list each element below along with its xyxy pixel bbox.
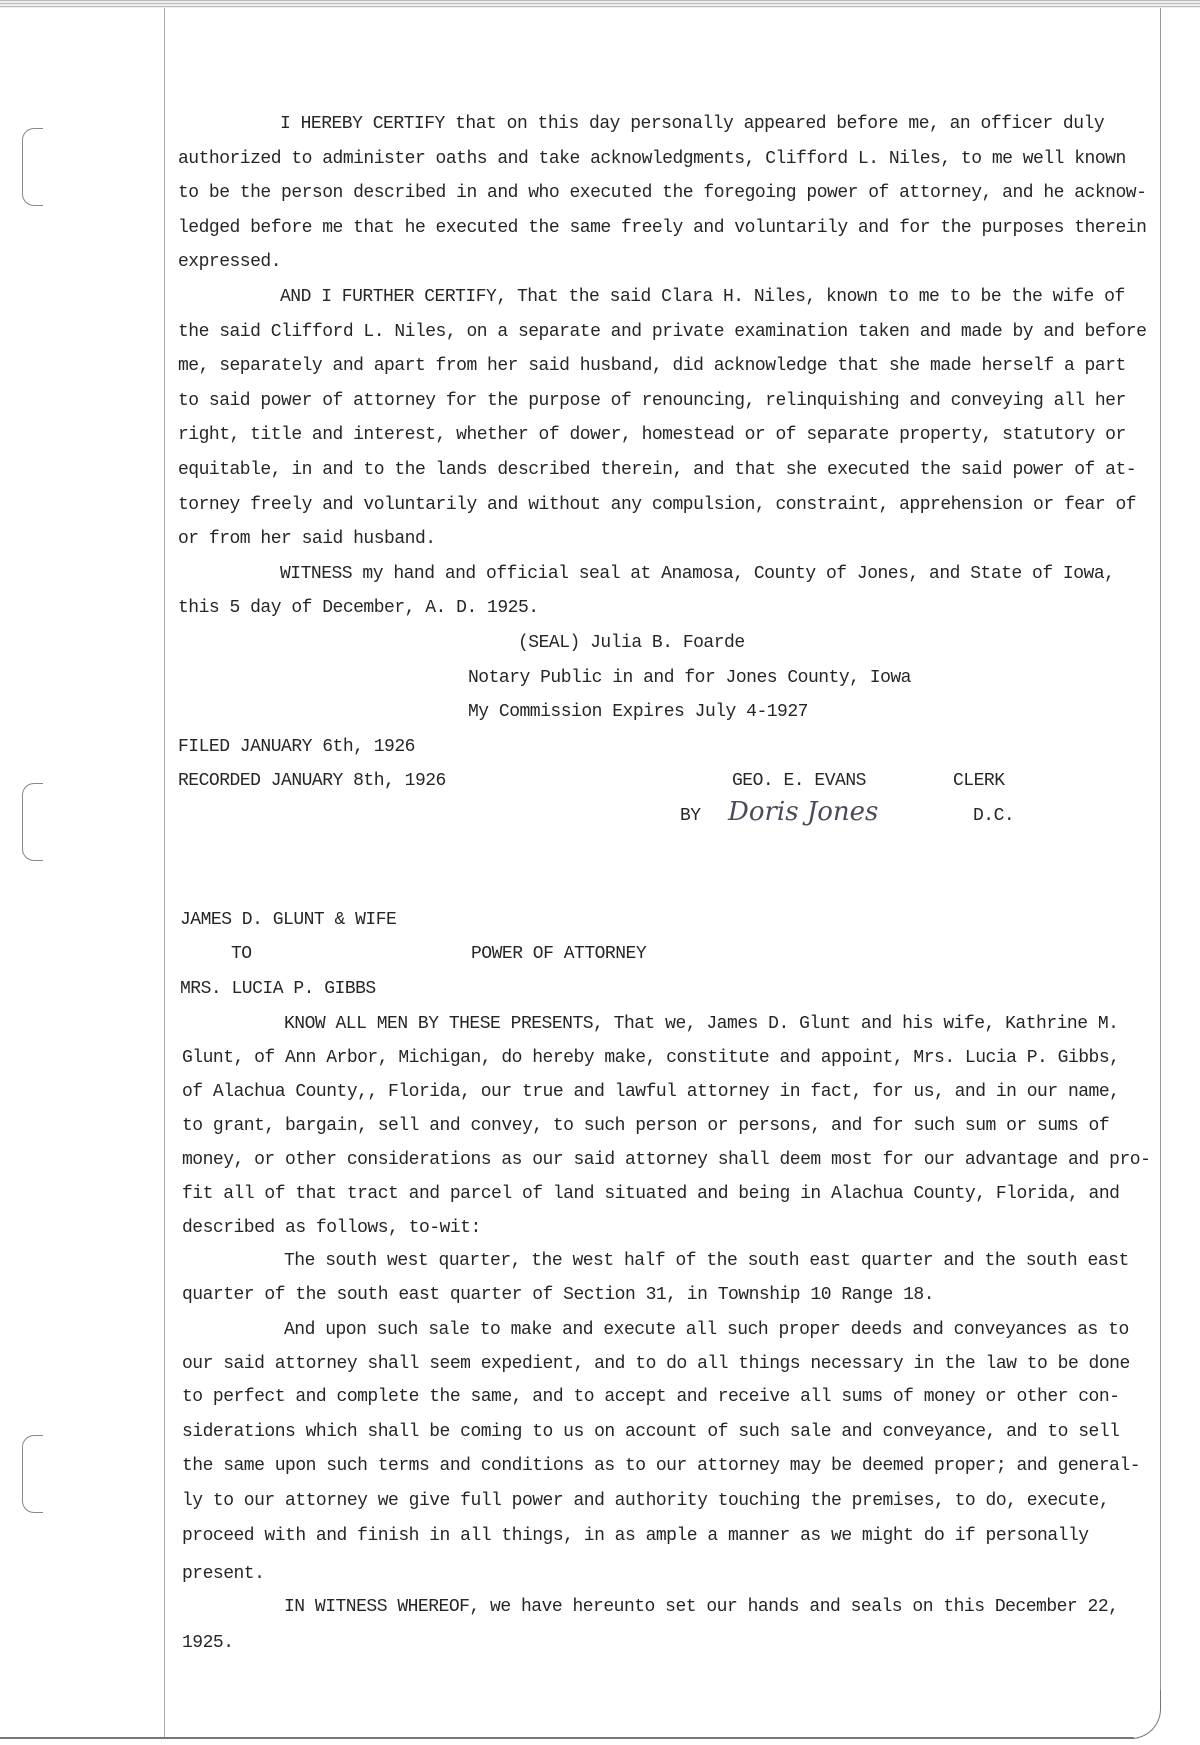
text-line: ly to our attorney we give full power and authority touching the premises, to do, execute, xyxy=(182,1491,1110,1512)
certify-paragraph: I HEREBY CERTIFY that on this day personally appeared before me, an officer duly xyxy=(280,114,1105,134)
text-line: this 5 day of December, A. D. 1925. xyxy=(178,598,539,619)
page-corner-curl xyxy=(1130,1690,1161,1739)
text-line: proceed with and finish in all things, in as ample a manner as we might do if personally xyxy=(182,1525,1089,1546)
text-line: 1925. xyxy=(182,1632,234,1653)
text-line: Glunt, of Ann Arbor, Michigan, do hereby make, constitute and appoint, Mrs. Lucia P. Gibbs, xyxy=(182,1048,1120,1069)
to-label: TO xyxy=(231,944,252,965)
clerk-signature: Doris Jones xyxy=(728,797,879,827)
notary-seal-line: (SEAL) Julia B. Foarde xyxy=(518,633,745,653)
text-line: the said Clifford L. Niles, on a separate and private examination taken and made by and before xyxy=(178,321,1147,342)
by-label: BY xyxy=(680,806,701,826)
know-all-men-paragraph: KNOW ALL MEN BY THESE PRESENTS, That we, James D. Glunt and his wife, Kathrine M. xyxy=(284,1013,1119,1034)
further-certify-paragraph: AND I FURTHER CERTIFY, That the said Clara H. Niles, known to me to be the wife of xyxy=(280,287,1125,307)
text-line: to perfect and complete the same, and to accept and receive all sums of money or other con- xyxy=(182,1387,1120,1408)
page-top-edge xyxy=(0,0,1200,8)
binder-hole xyxy=(22,783,43,861)
in-witness-whereof: IN WITNESS WHEREOF, we have hereunto set our hands and seals on this December 22, xyxy=(284,1596,1119,1617)
text-line: ledged before me that he executed the same freely and voluntarily and for the purposes therein xyxy=(178,217,1147,238)
text-line: of Alachua County,, Florida, our true and lawful attorney in fact, for us, and in our name, xyxy=(182,1082,1120,1103)
text-line: the same upon such terms and conditions as to our attorney may be deemed proper; and general- xyxy=(182,1456,1141,1477)
text-line: right, title and interest, whether of dower, homestead or of separate property, statutory or xyxy=(178,425,1126,446)
text-line: torney freely and voluntarily and without any compulsion, constraint, apprehension or fear of xyxy=(178,494,1137,515)
text-line: equitable, in and to the lands described therein, and that she executed the said power of at- xyxy=(178,460,1137,480)
deputy-clerk-label: D.C. xyxy=(973,806,1015,826)
text-line: our said attorney shall seem expedient, and to do all things necessary in the law to be done xyxy=(182,1353,1130,1374)
land-description: The south west quarter, the west half of the south east quarter and the south east xyxy=(284,1250,1129,1271)
binder-hole xyxy=(22,128,43,206)
text-line: money, or other considerations as our said attorney shall deem most for our advantage and pro- xyxy=(182,1149,1151,1170)
text-line: to be the person described in and who executed the foregoing power of attorney, and he acknow- xyxy=(178,183,1147,204)
text-line: quarter of the south east quarter of Section 31, in Township 10 Range 18. xyxy=(182,1285,935,1306)
text-line: fit all of that tract and parcel of land situated and being in Alachua County, Florida, and xyxy=(182,1183,1120,1204)
text-line: siderations which shall be coming to us on account of such sale and conveyance, and to sell xyxy=(182,1421,1120,1442)
instrument-title: POWER OF ATTORNEY xyxy=(471,944,647,965)
commission-expiry: My Commission Expires July 4-1927 xyxy=(468,702,808,723)
right-page-edge xyxy=(1160,8,1161,1698)
clerk-title: CLERK xyxy=(953,771,1005,792)
notary-title: Notary Public in and for Jones County, Iowa xyxy=(468,667,911,688)
binder-hole xyxy=(22,1435,43,1513)
text-line: to said power of attorney for the purpose of renouncing, relinquishing and conveying all her xyxy=(178,390,1126,411)
filed-date: FILED JANUARY 6th, 1926 xyxy=(178,736,415,757)
sale-powers-paragraph: And upon such sale to make and execute all such proper deeds and conveyances as to xyxy=(284,1319,1129,1340)
text-line: or from her said husband. xyxy=(178,529,436,550)
text-line: present. xyxy=(182,1563,265,1584)
bottom-page-edge xyxy=(0,1737,1134,1739)
text-line: to grant, bargain, sell and convey, to such person or persons, and for such sum or sums of xyxy=(182,1116,1110,1137)
witness-paragraph: WITNESS my hand and official seal at Anamosa, County of Jones, and State of Iowa, xyxy=(280,563,1115,584)
clerk-name: GEO. E. EVANS xyxy=(732,771,866,792)
left-margin-rule xyxy=(164,8,165,1738)
text-line: me, separately and apart from her said husband, did acknowledge that she made herself a part xyxy=(178,356,1126,377)
grantor-name: JAMES D. GLUNT & WIFE xyxy=(180,909,397,930)
recorded-date: RECORDED JANUARY 8th, 1926 xyxy=(178,771,446,792)
grantee-name: MRS. LUCIA P. GIBBS xyxy=(180,979,376,999)
text-line: expressed. xyxy=(178,252,282,273)
text-line: described as follows, to-wit: xyxy=(182,1217,481,1238)
text-line: authorized to administer oaths and take acknowledgments, Clifford L. Niles, to me well known xyxy=(178,148,1126,169)
